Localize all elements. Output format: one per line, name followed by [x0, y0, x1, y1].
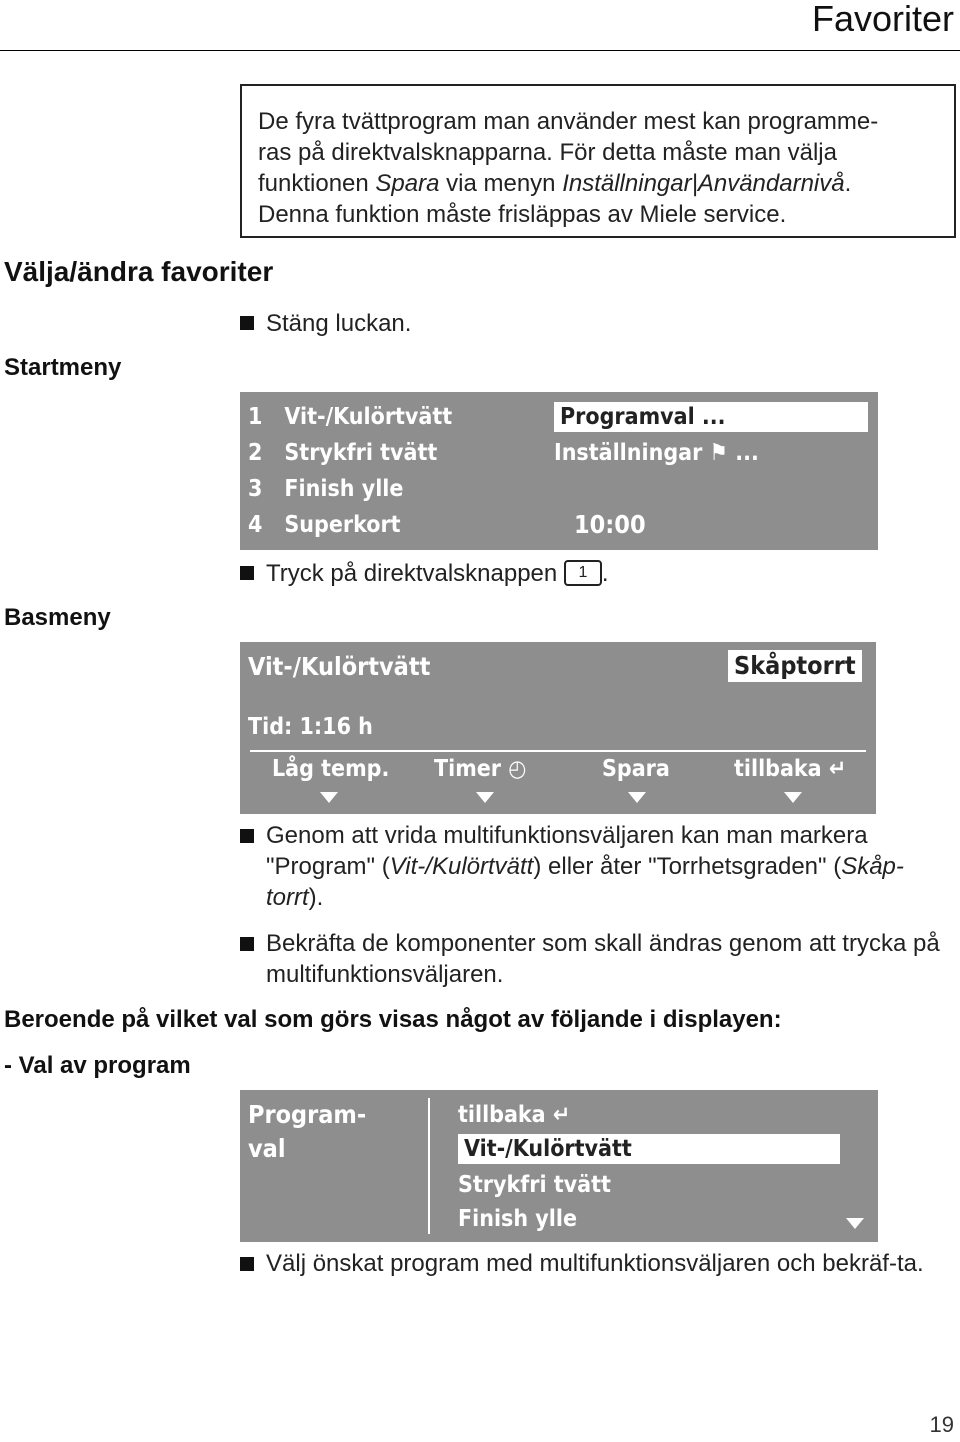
intro-emphasis: Spara: [375, 170, 440, 197]
section-heading-choose: Välja/ändra favoriter: [4, 256, 274, 287]
chevron-down-icon: [784, 792, 802, 803]
item-label: Vit-/Kulörtvätt: [284, 404, 453, 430]
header-divider: [0, 50, 960, 51]
return-arrow-icon: ↵: [828, 756, 847, 782]
clock-time: 10:00: [574, 510, 646, 539]
step-turn-selector: [240, 820, 952, 913]
program-list-item: [248, 404, 452, 430]
option-selected: Vit-/Kulörtvätt: [458, 1134, 840, 1164]
softkey-divider: [250, 750, 866, 752]
intro-line: De fyra tvättprogram man använder mest kan programme-: [258, 108, 879, 135]
step-confirm: [240, 928, 952, 990]
softkey-label: Timer: [434, 756, 502, 782]
menu-title: Program-: [248, 1100, 367, 1129]
intro-emphasis: Inställningar|Användarnivå: [562, 170, 845, 197]
direct-select-key-icon: 1: [564, 560, 602, 586]
step-emphasis: Skåp-torrt: [266, 853, 904, 911]
item-label: Finish ylle: [284, 476, 404, 502]
step-close-door: [240, 308, 952, 339]
option-back: [458, 1102, 570, 1128]
return-arrow-icon: ↵: [552, 1102, 571, 1128]
intro-line: ras på direktvalsknapparna. För detta måste man välja: [258, 139, 837, 166]
step-press-key: [240, 558, 952, 589]
menu-item-programval-selected: Programval ...: [554, 402, 868, 432]
intro-line: Denna funktion måste frisläppas av Miele service.: [258, 201, 787, 228]
item-number: 2: [248, 440, 263, 466]
step-text: Stäng luckan.: [266, 310, 412, 337]
step-text-part: ) eller åter "Torrhetsgraden" (: [533, 853, 842, 880]
item-number: 3: [248, 476, 263, 502]
item-number: 4: [248, 512, 263, 538]
menu-label-suffix: ...: [728, 440, 759, 466]
program-list-item: [248, 512, 401, 538]
softkey-label: tillbaka: [734, 756, 822, 782]
bullet-icon: [240, 937, 254, 951]
step-emphasis: Vit-/Kulörtvätt: [389, 853, 534, 880]
step-text: [266, 820, 952, 913]
menu-divider: [428, 1098, 430, 1234]
flag-icon: ⚑: [709, 440, 729, 466]
intro-text: .: [844, 170, 852, 197]
item-number: 1: [248, 404, 263, 430]
menu-title: val: [248, 1134, 286, 1163]
option: Strykfri tvätt: [458, 1172, 611, 1198]
intro-note-box: [240, 84, 956, 238]
depending-heading: Beroende på vilket val som görs visas något av följande i displayen:: [4, 1006, 782, 1033]
softkey-save: Spara: [602, 756, 670, 782]
section-label-program-choice: - Val av program: [4, 1052, 191, 1079]
step-text: Bekräfta de komponenter som skall ändras genom att trycka på multifunktionsväljaren.: [266, 930, 940, 988]
intro-text: via menyn: [439, 170, 563, 197]
step-text-part: Genom att vrida multifunktionsväljaren kan man markera "Program" (: [266, 822, 868, 880]
page-header-title: Favoriter: [811, 0, 954, 39]
chevron-down-icon: [846, 1218, 864, 1229]
step-text: Välj önskat program med multifunktionsväljaren och bekräf-ta.: [266, 1250, 924, 1277]
option: Finish ylle: [458, 1206, 577, 1232]
intro-text: funktionen: [258, 170, 376, 197]
display-startmenu: [240, 392, 878, 550]
dryness-level-selected: Skåptorrt: [728, 650, 862, 682]
program-list-item: [248, 440, 437, 466]
bullet-icon: [240, 829, 254, 843]
section-label-basemenu: Basmeny: [4, 604, 111, 631]
chevron-down-icon: [320, 792, 338, 803]
step-text: .: [601, 560, 609, 587]
display-basemenu: [240, 642, 876, 814]
menu-item-settings: [554, 440, 759, 466]
softkey-low-temp: Låg temp.: [272, 756, 390, 782]
section-label-startmenu: Startmeny: [4, 354, 122, 381]
softkey-timer: [434, 756, 526, 782]
chevron-down-icon: [628, 792, 646, 803]
intro-line: [258, 168, 938, 199]
bullet-icon: [240, 566, 254, 580]
softkey-back: [734, 756, 846, 782]
program-list-item: [248, 476, 403, 502]
item-label: Superkort: [284, 512, 401, 538]
clock-icon: ◴: [508, 756, 527, 782]
bullet-icon: [240, 316, 254, 330]
page-number: 19: [929, 1412, 954, 1437]
item-label: Strykfri tvätt: [284, 440, 438, 466]
option-label: tillbaka: [458, 1102, 546, 1128]
chevron-down-icon: [476, 792, 494, 803]
step-select-program: [240, 1248, 952, 1279]
menu-label: Inställningar: [554, 440, 703, 466]
step-text-part: ).: [308, 884, 324, 911]
bullet-icon: [240, 1257, 254, 1271]
remaining-time: Tid: 1:16 h: [248, 714, 373, 740]
program-name: Vit-/Kulörtvätt: [248, 652, 431, 681]
step-text: Tryck på direktvalsknappen: [266, 560, 558, 587]
display-program-selection: [240, 1090, 878, 1242]
